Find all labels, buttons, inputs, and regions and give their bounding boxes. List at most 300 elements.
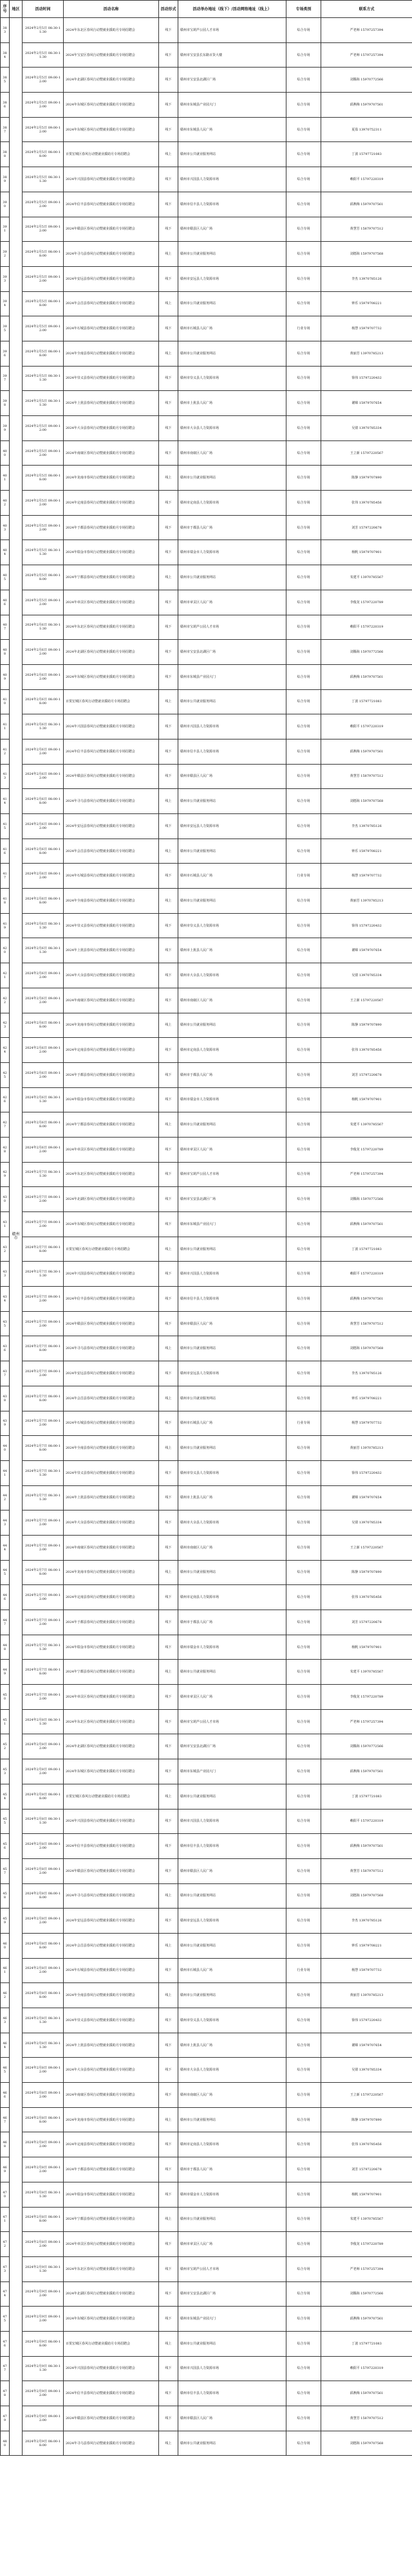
cell-form: 线下 (159, 2033, 178, 2058)
cell-venue: 赣州市公共就业服务网站 (178, 1013, 286, 1038)
cell-time: 2024年2月5日 09:00-12:00 (23, 515, 64, 540)
cell-name: 2024年大余县春风行动暨就业援助月专场招聘会 (64, 416, 159, 441)
cell-type: 综合专场 (286, 1460, 321, 1485)
cell-index: 431 (1, 1212, 10, 1237)
table-row (1, 2132, 412, 2157)
cell-form: 线下 (159, 2232, 178, 2257)
cell-contact: 朱建平 13970785567 (321, 1112, 412, 1138)
cell-type: 综合专场 (286, 1262, 321, 1287)
cell-contact: 刘腾海 15970772566 (321, 640, 412, 665)
table-row (1, 1635, 412, 1660)
cell-venue: 赣州市公共就业服务网站 (178, 2207, 286, 2232)
cell-venue: 赣州市公共就业服务网站 (178, 1386, 286, 1411)
table-row (1, 2182, 412, 2207)
cell-time: 2024年2月7日 08:00-18:00 (23, 1386, 64, 1411)
cell-time: 2024年2月6日 08:30-11:30 (23, 913, 64, 938)
cell-form: 线下 (159, 1361, 178, 1386)
cell-contact: 赖阳平 15797220319 (321, 1262, 412, 1287)
table-row (1, 1909, 412, 1934)
cell-form: 线下 (159, 1485, 178, 1510)
cell-index: 413 (1, 764, 10, 789)
cell-index: 453 (1, 1759, 10, 1784)
table-row (1, 2207, 412, 2232)
cell-index: 429 (1, 1162, 10, 1187)
cell-contact: 丁波 15797721083 (321, 142, 412, 167)
table-row (1, 1287, 412, 1312)
cell-index: 422 (1, 988, 10, 1013)
cell-venue: 赣州市公共就业服务网站 (178, 2331, 286, 2356)
cell-form: 线下 (159, 2406, 178, 2431)
cell-venue: 赣州市宝安县北湖区广场 (178, 640, 286, 665)
cell-type: 综合专场 (286, 1709, 321, 1734)
cell-type: 综合专场 (286, 142, 321, 167)
cell-index: 455 (1, 1809, 10, 1834)
cell-time: 2024年2月6日 09:00-12:00 (23, 1137, 64, 1162)
cell-contact: 严老师 15797257394 (321, 2256, 412, 2281)
cell-time: 2024年2月7日 08:00-18:00 (23, 1436, 64, 1461)
cell-form: 线下 (159, 1262, 178, 1287)
cell-venue: 赣州市兴国县人力资源市场 (178, 2356, 286, 2381)
cell-venue: 赣州市上犹县人民广场 (178, 1485, 286, 1510)
cell-contact: 邱燕梅 15979707561 (321, 2381, 412, 2406)
cell-contact: 徐伟 15797220432 (321, 366, 412, 391)
cell-form: 线下 (159, 1510, 178, 1536)
cell-time: 2024年2月6日 09:00-12:00 (23, 963, 64, 988)
cell-name: 2024年定南县春风行动暨就业援助月专场招聘会 (64, 1038, 159, 1063)
cell-contact: 夏盈 13970752311 (321, 117, 412, 142)
cell-contact: 邱燕梅 15979707561 (321, 1834, 412, 1859)
table-row (1, 1361, 412, 1386)
cell-name: 2024年东北区春风行动暨就业援助月专场招聘会 (64, 615, 159, 640)
table-row (1, 242, 412, 267)
cell-time: 2024年2月6日 08:00-18:00 (23, 1013, 64, 1038)
cell-type: 综合专场 (286, 491, 321, 516)
cell-contact: 严老师 15797257394 (321, 18, 412, 43)
cell-time: 2024年2月7日 09:00-12:00 (23, 1287, 64, 1312)
cell-name: 2024年安远县春风行动暨就业援助月专场招聘会 (64, 1909, 159, 1934)
cell-form: 线下 (159, 1709, 178, 1734)
cell-index: 477 (1, 2356, 10, 2381)
cell-time: 2024年2月8日 09:00-12:00 (23, 1958, 64, 1983)
cell-time: 2024年2月8日 08:30-11:30 (23, 1809, 64, 1834)
cell-venue: 赣州市瑞金市人力资源市场 (178, 1087, 286, 1112)
cell-name: 2024年上犹县春风行动暨就业援助月专场招聘会 (64, 2033, 159, 2058)
cell-type: 综合专场 (286, 1660, 321, 1685)
cell-contact: 邱燕梅 15979707561 (321, 1287, 412, 1312)
cell-time: 2024年2月5日 09:00-12:00 (23, 192, 64, 217)
cell-name: 2024年赣县区春风行动暨就业援助月专场招聘会 (64, 2406, 159, 2431)
table-row (1, 839, 412, 864)
cell-venue: 赣州市公共就业服务网站 (178, 789, 286, 814)
cell-type: 综合专场 (286, 1212, 321, 1237)
cell-contact: 赖阳平 15797220319 (321, 167, 412, 192)
cell-name: 2024年信丰县春风行动暨就业援助月专场招聘会 (64, 1834, 159, 1859)
cell-time: 2024年2月5日 09:00-12:00 (23, 590, 64, 615)
cell-index: 424 (1, 1038, 10, 1063)
header-contact: 联系方式 (321, 1, 412, 18)
cell-venue: 赣州市宝葫芦公园人才市场 (178, 18, 286, 43)
cell-type: 综合专场 (286, 2058, 321, 2083)
cell-index: 414 (1, 789, 10, 814)
cell-form: 线下 (159, 615, 178, 640)
table-row (1, 640, 412, 665)
cell-time: 2024年2月9日 09:00-12:00 (23, 2381, 64, 2406)
cell-type: 综合专场 (286, 2381, 321, 2406)
cell-type: 综合专场 (286, 739, 321, 764)
cell-contact: 吴倩 13970785334 (321, 2058, 412, 2083)
cell-name: 2024年宝安区春风行动暨就业援助月专场招聘会 (64, 42, 159, 68)
cell-venue: 赣州市宝安县北湖区广场 (178, 68, 286, 93)
cell-venue: 赣州市赣县区人民广场 (178, 2406, 286, 2431)
cell-index: 405 (1, 565, 10, 590)
cell-venue: 赣州市安远县人力资源市场 (178, 1361, 286, 1386)
cell-index: 415 (1, 814, 10, 839)
cell-time: 2024年2月5日 09:00-12:00 (23, 316, 64, 341)
table-row (1, 789, 412, 814)
cell-name: 2024年全南县春风行动暨就业援助月专场招聘会 (64, 889, 159, 914)
cell-contact: 黄丽芳 13970785213 (321, 889, 412, 914)
cell-contact: 谢锦 15979707654 (321, 1485, 412, 1510)
cell-type: 综合专场 (286, 1858, 321, 1883)
cell-time: 2024年2月5日 09:00-12:00 (23, 217, 64, 242)
header-city: 地区 (10, 1, 23, 18)
cell-index: 404 (1, 540, 10, 565)
cell-index: 418 (1, 889, 10, 914)
cell-index: 389 (1, 167, 10, 192)
cell-time: 2024年2月8日 08:00-18:00 (23, 1983, 64, 2008)
cell-contact: 刘腾海 15970772566 (321, 1734, 412, 1759)
cell-venue: 赣州市信丰县人力资源市场 (178, 1834, 286, 1859)
cell-venue: 赣州市宝葫芦公园人才市场 (178, 1709, 286, 1734)
cell-time: 2024年2月8日 08:00-18:00 (23, 2107, 64, 2132)
cell-venue: 赣州市崇义县人力资源市场 (178, 2008, 286, 2033)
cell-name: 2024年兴国县春风行动暨就业援助月专场招聘会 (64, 1262, 159, 1287)
cell-name: 2024年赣县区春风行动暨就业援助月专场招聘会 (64, 764, 159, 789)
table-row (1, 117, 412, 142)
cell-index: 425 (1, 1062, 10, 1087)
cell-contact: 严老师 15797257394 (321, 42, 412, 68)
cell-index: 395 (1, 316, 10, 341)
cell-name: 2024年东北区春风行动暨就业援助月专场招聘会 (64, 1709, 159, 1734)
cell-venue: 赣州市章贡区人民广场 (178, 1137, 286, 1162)
cell-venue: 赣州市宝葫芦公园人才市场 (178, 1162, 286, 1187)
cell-time: 2024年2月5日 08:00-18:00 (23, 565, 64, 590)
cell-contact: 赖阳平 15797220319 (321, 2356, 412, 2381)
cell-type: 综合专场 (286, 1834, 321, 1859)
cell-type: 综合专场 (286, 440, 321, 466)
cell-time: 2024年2月8日 08:30-11:30 (23, 1709, 64, 1734)
cell-form: 线下 (159, 764, 178, 789)
cell-contact: 黄慧芳 15879707512 (321, 1311, 412, 1336)
cell-name: 2024年赣县区春风行动暨就业援助月专场招聘会 (64, 1858, 159, 1883)
cell-time: 2024年2月7日 08:00-18:00 (23, 1336, 64, 1361)
table-row (1, 2331, 412, 2356)
cell-type: 综合专场 (286, 1809, 321, 1834)
cell-time: 2024年2月5日 08:00-18:00 (23, 142, 64, 167)
table-row (1, 2381, 412, 2406)
cell-name: 2024年章贡区春风行动暨就业援助月专场招聘会 (64, 590, 159, 615)
cell-contact: 黄慧芳 15879707512 (321, 217, 412, 242)
cell-index: 457 (1, 1858, 10, 1883)
cell-venue: 赣州市定南县人力资源市场 (178, 1585, 286, 1610)
cell-contact: 刘腾海 15970772566 (321, 68, 412, 93)
cell-type: 综合专场 (286, 1585, 321, 1610)
cell-time: 2024年2月6日 08:30-11:30 (23, 714, 64, 739)
cell-venue: 赣州市于都县人民广场 (178, 1062, 286, 1087)
cell-time: 2024年2月6日 08:30-11:30 (23, 615, 64, 640)
cell-type: 综合专场 (286, 2307, 321, 2332)
cell-form: 线下 (159, 1087, 178, 1112)
cell-time: 2024年2月8日 09:00-12:00 (23, 1734, 64, 1759)
cell-contact: 徐伟 15797220432 (321, 913, 412, 938)
cell-type: 综合专场 (286, 1560, 321, 1585)
cell-time: 2024年2月7日 09:00-12:00 (23, 1510, 64, 1536)
cell-name: 2024年东北区春风行动暨就业援助月专场招聘会 (64, 18, 159, 43)
header-type: 专场类别 (286, 1, 321, 18)
cell-name: 2024年崇义县春风行动暨就业援助月专场招聘会 (64, 366, 159, 391)
cell-form: 线下 (159, 366, 178, 391)
cell-type: 综合专场 (286, 192, 321, 217)
cell-type: 综合专场 (286, 1610, 321, 1635)
cell-type: 综合专场 (286, 2406, 321, 2431)
cell-index: 466 (1, 2083, 10, 2108)
table-row (1, 1560, 412, 1585)
cell-venue: 赣州市瑞金市人力资源市场 (178, 2182, 286, 2207)
cell-name: 2024年信丰县春风行动暨就业援助月专场招聘会 (64, 192, 159, 217)
cell-form: 线下 (159, 1038, 178, 1063)
cell-time: 2024年2月7日 08:30-11:30 (23, 1635, 64, 1660)
cell-form: 线上 (159, 565, 178, 590)
cell-time: 2024年2月8日 08:00-18:00 (23, 1784, 64, 1809)
cell-name: 2024年北湖区春风行动暨就业援助月专场招聘会 (64, 1187, 159, 1212)
table-row (1, 1062, 412, 1087)
cell-index: 416 (1, 839, 10, 864)
cell-index: 475 (1, 2307, 10, 2332)
cell-form: 线下 (159, 266, 178, 291)
cell-form: 线下 (159, 590, 178, 615)
cell-name: 2024年安远县春风行动暨就业援助月专场招聘会 (64, 266, 159, 291)
cell-contact: 李杰 13970785126 (321, 266, 412, 291)
cell-index: 443 (1, 1510, 10, 1536)
cell-form: 线上 (159, 1013, 178, 1038)
cell-time: 2024年2月5日 09:00-12:00 (23, 416, 64, 441)
cell-time: 2024年2月5日 08:00-18:00 (23, 291, 64, 316)
cell-index: 409 (1, 664, 10, 689)
cell-name: 2024年瑞金市春风行动暨就业援助月专场招聘会 (64, 1087, 159, 1112)
cell-contact: 陈静 15979707890 (321, 1560, 412, 1585)
cell-form: 线上 (159, 1560, 178, 1585)
cell-index: 408 (1, 640, 10, 665)
table-row (1, 739, 412, 764)
cell-index: 461 (1, 1958, 10, 1983)
table-row (1, 1858, 412, 1883)
cell-time: 2024年2月5日 08:30-11:30 (23, 42, 64, 68)
cell-form: 线上 (159, 2207, 178, 2232)
cell-name: 百贺宏城区春风行动暨就业援助月专场招聘会 (64, 689, 159, 714)
cell-time: 2024年2月7日 08:00-18:00 (23, 1660, 64, 1685)
cell-type: 综合专场 (286, 590, 321, 615)
cell-contact: 严老师 15797257394 (321, 1162, 412, 1187)
cell-time: 2024年2月5日 09:00-12:00 (23, 117, 64, 142)
cell-index: 390 (1, 192, 10, 217)
cell-name: 2024年东城区春风行动暨就业援助月专场招聘会 (64, 2307, 159, 2332)
cell-venue: 赣州市石城县人民广场 (178, 316, 286, 341)
cell-venue: 赣州市宝葫芦公园人才市场 (178, 2256, 286, 2281)
cell-type: 综合专场 (286, 2083, 321, 2108)
cell-type: 综合专场 (286, 1535, 321, 1560)
cell-venue: 赣州市东城县产业园大门 (178, 1759, 286, 1784)
cell-contact: 朱建平 13970785567 (321, 2207, 412, 2232)
cell-venue: 赣州市东城县产业园大门 (178, 1212, 286, 1237)
cell-time: 2024年2月6日 09:00-12:00 (23, 988, 64, 1013)
table-row (1, 515, 412, 540)
header-form: 活动形式 (159, 1, 178, 18)
cell-time: 2024年2月6日 08:00-18:00 (23, 839, 64, 864)
cell-type: 行业专场 (286, 316, 321, 341)
cell-name: 2024年寻乌县春风行动暨就业援助月专场招聘会 (64, 1883, 159, 1909)
cell-type: 综合专场 (286, 266, 321, 291)
cell-time: 2024年2月5日 09:00-12:00 (23, 266, 64, 291)
cell-index: 384 (1, 42, 10, 68)
cell-time: 2024年2月5日 08:30-11:30 (23, 18, 64, 43)
cell-type: 综合专场 (286, 515, 321, 540)
table-row (1, 18, 412, 43)
cell-contact: 李杰 13970785126 (321, 814, 412, 839)
cell-index: 433 (1, 1262, 10, 1287)
cell-type: 综合专场 (286, 2232, 321, 2257)
cell-time: 2024年2月5日 08:00-18:00 (23, 242, 64, 267)
table-row (1, 1660, 412, 1685)
cell-name: 2024年章贡区春风行动暨就业援助月专场招聘会 (64, 1685, 159, 1710)
table-row (1, 1013, 412, 1038)
cell-form: 线下 (159, 117, 178, 142)
cell-type: 综合专场 (286, 2132, 321, 2157)
cell-type: 行业专场 (286, 864, 321, 889)
cell-type: 综合专场 (286, 217, 321, 242)
cell-venue: 赣州市公共就业服务网站 (178, 1660, 286, 1685)
cell-index: 438 (1, 1386, 10, 1411)
cell-venue: 赣州市公共就业服务网站 (178, 142, 286, 167)
cell-venue: 赣州市赣县区人民广场 (178, 764, 286, 789)
cell-city: 赣州市 (10, 18, 23, 2456)
cell-name: 2024年崇义县春风行动暨就业援助月专场招聘会 (64, 2008, 159, 2033)
table-row (1, 366, 412, 391)
cell-time: 2024年2月5日 08:00-18:00 (23, 466, 64, 491)
cell-type: 综合专场 (286, 466, 321, 491)
cell-contact: 王立新 15797220567 (321, 440, 412, 466)
cell-venue: 赣州市安远县人力资源市场 (178, 266, 286, 291)
cell-index: 403 (1, 515, 10, 540)
cell-type: 综合专场 (286, 664, 321, 689)
cell-type: 综合专场 (286, 2008, 321, 2033)
cell-venue: 赣州市公共就业服务网站 (178, 1560, 286, 1585)
cell-index: 449 (1, 1660, 10, 1685)
cell-form: 线下 (159, 491, 178, 516)
cell-form: 线下 (159, 1759, 178, 1784)
cell-form: 线上 (159, 1784, 178, 1809)
cell-name: 2024年石城县春风行动暨就业援助月专场招聘会 (64, 864, 159, 889)
cell-form: 线上 (159, 2431, 178, 2456)
cell-time: 2024年2月6日 09:00-12:00 (23, 814, 64, 839)
cell-form: 线下 (159, 1834, 178, 1859)
cell-index: 432 (1, 1237, 10, 1262)
table-row (1, 266, 412, 291)
table-row (1, 2033, 412, 2058)
cell-type: 综合专场 (286, 42, 321, 68)
cell-venue: 赣州市瑞金市人力资源市场 (178, 540, 286, 565)
cell-type: 综合专场 (286, 2281, 321, 2307)
cell-contact: 黄慧芳 15879707512 (321, 764, 412, 789)
cell-index: 410 (1, 689, 10, 714)
cell-name: 2024年上犹县春风行动暨就业援助月专场招聘会 (64, 1485, 159, 1510)
cell-form: 线下 (159, 540, 178, 565)
table-row (1, 391, 412, 416)
cell-venue: 赣州市信丰县人力资源市场 (178, 739, 286, 764)
cell-index: 468 (1, 2132, 10, 2157)
cell-name: 2024年兴国县春风行动暨就业援助月专场招聘会 (64, 1809, 159, 1834)
cell-time: 2024年2月7日 09:00-12:00 (23, 1212, 64, 1237)
cell-contact: 杨帆 15979707901 (321, 1087, 412, 1112)
cell-index: 442 (1, 1485, 10, 1510)
cell-type: 综合专场 (286, 1436, 321, 1461)
cell-form: 线上 (159, 142, 178, 167)
table-row (1, 1162, 412, 1187)
cell-name: 2024年寻乌县春风行动暨就业援助月专场招聘会 (64, 2431, 159, 2456)
cell-time: 2024年2月6日 09:00-12:00 (23, 1038, 64, 1063)
cell-type: 综合专场 (286, 1386, 321, 1411)
cell-type: 综合专场 (286, 1933, 321, 1958)
table-row (1, 1958, 412, 1983)
cell-type: 综合专场 (286, 2157, 321, 2182)
cell-contact: 杨慧 15979707732 (321, 1958, 412, 1983)
table-row (1, 2406, 412, 2431)
cell-form: 线下 (159, 938, 178, 963)
table-row (1, 142, 412, 167)
cell-name: 2024年宁都县春风行动暨就业援助月专场招聘会 (64, 2207, 159, 2232)
cell-venue: 赣州市定南县人力资源市场 (178, 2132, 286, 2157)
cell-type: 综合专场 (286, 1187, 321, 1212)
table-row (1, 1784, 412, 1809)
cell-type: 综合专场 (286, 689, 321, 714)
cell-form: 线下 (159, 1685, 178, 1710)
cell-index: 436 (1, 1336, 10, 1361)
cell-type: 综合专场 (286, 366, 321, 391)
cell-type: 综合专场 (286, 1013, 321, 1038)
cell-type: 综合专场 (286, 640, 321, 665)
cell-name: 2024年宁都县春风行动暨就业援助月专场招聘会 (64, 565, 159, 590)
cell-contact: 吴倩 13970785334 (321, 963, 412, 988)
cell-index: 450 (1, 1685, 10, 1710)
cell-contact: 丁波 15797721083 (321, 2331, 412, 2356)
table-row (1, 491, 412, 516)
cell-index: 396 (1, 341, 10, 366)
cell-name: 2024年崇义县春风行动暨就业援助月专场招聘会 (64, 913, 159, 938)
table-row (1, 1112, 412, 1138)
cell-name: 2024年东城区春风行动暨就业援助月专场招聘会 (64, 664, 159, 689)
cell-contact: 刘德海 15979707568 (321, 1336, 412, 1361)
cell-form: 线上 (159, 789, 178, 814)
cell-time: 2024年2月7日 08:30-11:30 (23, 1460, 64, 1485)
cell-name: 2024年兴国县春风行动暨就业援助月专场招聘会 (64, 2356, 159, 2381)
cell-venue: 赣州市兴国县人力资源市场 (178, 1809, 286, 1834)
cell-type: 综合专场 (286, 1883, 321, 1909)
cell-venue: 赣州市上犹县人民广场 (178, 938, 286, 963)
table-header-row (1, 1, 412, 18)
cell-contact: 邱燕梅 15979707561 (321, 739, 412, 764)
cell-venue: 赣州市宝安县北湖区广场 (178, 1734, 286, 1759)
cell-contact: 杨慧 15979707732 (321, 1411, 412, 1436)
cell-time: 2024年2月5日 08:30-11:30 (23, 540, 64, 565)
